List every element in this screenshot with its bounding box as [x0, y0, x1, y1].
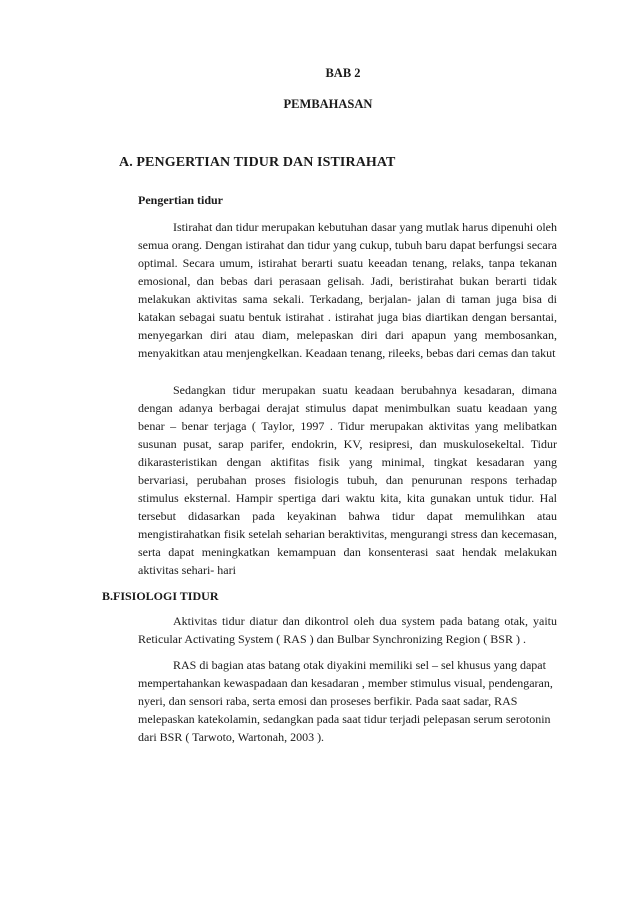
section-b-paragraph-1: Aktivitas tidur diatur dan dikontrol oleh dua system pada batang otak, yaitu Reticular Activating System ( RAS ) dan Bulbar Synchronizing Region ( BSR ) . [138, 614, 557, 646]
section-b-paragraph-2: RAS di bagian atas batang otak diyakini memiliki sel – sel khusus yang dapat mempertahankan kewaspadaan dan kesadaran , member stimulus visual, pendengaran, nyeri, dan sensori raba, serta emosi dan proseses berfikir. Pada saat sadar, RAS melepaskan katekolamin, sedangkan pada saat tidur terjadi pelepasan serum serotonin dari BSR ( Tarwoto, Wartonah, 2003 ). [138, 658, 553, 744]
chapter-title: BAB 2 [325, 66, 361, 80]
section-a-heading: A. PENGERTIAN TIDUR DAN ISTIRAHAT [119, 155, 396, 170]
section-b-heading: B.FISIOLOGI TIDUR [102, 589, 219, 603]
chapter-subtitle: PEMBAHASAN [283, 97, 373, 111]
section-a-subheading: Pengertian tidur [138, 193, 223, 207]
section-a-paragraph-2: Sedangkan tidur merupakan suatu keadaan berubahnya kesadaran, dimana dengan adanya berbagai derajat stimulus dapat menimbulkan suatu keadaan yang benar – benar terjaga ( Taylor, 1997 . Tidur merupakan aktivitas yang melibatkan susunan pusat, sarap parifer, endokrin, KV, resipresi, dan muskulosekeltal. Tidur dikarasteristikan dengan aktifitas fisik yang minimal, tingkat kesadaran yang bervariasi, perubahan proses fisiologis tubuh, dan penurunan respons terhadap stimulus eksternal. Hampir spertiga dari waktu kita, kita gunakan untuk tidur. Hal tersebut didasarkan pada keyakinan bahwa tidur dapat memulihkan atau mengistirahatkan fisik setelah seharian beraktivitas, mengurangi stress dan kecemasan, serta dapat meningkatkan kemampuan dan konsenterasi saat hendak melakukan aktivitas sehari- hari [138, 383, 557, 577]
section-a-paragraph-1: Istirahat dan tidur merupakan kebutuhan dasar yang mutlak harus dipenuhi oleh semua orang. Dengan istirahat dan tidur yang cukup, tubuh baru dapat berfungsi secara optimal. Secara umum, istirahat berarti suatu keeadan tenang, relaks, tanpa tekanan emosional, dan bebas dari perasaan gelisah. Jadi, beristirahat bukan berarti tidak melakukan aktivitas sama sekali. Terkadang, berjalan- jalan di taman juga bisa di katakan sebagai suatu bentuk istirahat . istirahat juga bias diartikan dengan bersantai, menyegarkan diri atau diam, melepaskan diri dari apapun yang membosankan, menyakitkan atau menjengkelkan. Keadaan tenang, rileeks, bebas dari cemas dan takut [138, 220, 557, 360]
